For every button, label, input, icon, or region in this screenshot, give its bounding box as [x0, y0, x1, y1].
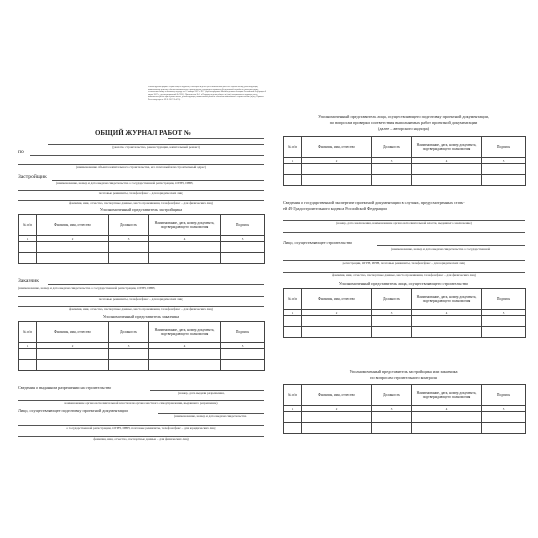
col-number: № п/п [19, 215, 37, 236]
customer-line-1 [48, 284, 264, 285]
builder-hint-3: фамилия, имя, отчество, паспортные данные, место проживания, телефон/факс – для физических лиц) [332, 273, 476, 277]
builder-line-1 [377, 245, 525, 246]
rep-builder-title: Уполномоченный представитель лица, осуществляющего строительство [338, 281, 469, 286]
rep-developer-table [18, 214, 265, 264]
object-prefix: по [18, 149, 24, 155]
rep-builder-table [283, 288, 526, 338]
rep-customer-title: Уполномоченный представитель заказчика [102, 314, 180, 319]
col-index-3: 3 [372, 310, 412, 316]
col-index-3: 3 [372, 406, 412, 412]
col-signature: Подпись [482, 137, 526, 158]
expertise-line-2 [283, 232, 525, 233]
rep-control-title-1: Уполномоченный представитель застройщика или заказчика [349, 369, 458, 374]
col-document: Наименование, дата, номер документа, подтверждающего полномочия [149, 215, 221, 236]
customer-hint-2: почтовые реквизиты, телефон/факс – для юридических лиц; [98, 297, 184, 301]
designer-hint-1: (наименование, номер и дата выдачи свидетельства [174, 414, 247, 418]
table-row[interactable] [284, 412, 526, 423]
rep-designer-title-1: Уполномоченный представитель лица, осуществляющего подготовку проектной документации, [318, 114, 489, 119]
col-number: № п/п [284, 289, 302, 310]
col-index-5: 5 [221, 236, 265, 242]
designer-label: Лицо, осуществляющее подготовку проектной документации [18, 408, 128, 413]
col-number: № п/п [19, 322, 37, 343]
table-row[interactable] [284, 327, 526, 338]
developer-hint-2: почтовые реквизиты, телефон/факс – для юридических лиц; [98, 191, 184, 195]
col-name: Фамилия, имя, отчество [37, 215, 109, 236]
table-row[interactable] [284, 316, 526, 327]
col-index-4: 4 [412, 310, 482, 316]
page-title: ОБЩИЙ ЖУРНАЛ РАБОТ № [94, 129, 191, 137]
legal-note-text: Рекомендуемая форма. Форма общего журнала, в котором ведется учет выполнения работ по строительству, реконструкции, капитальному ремонту объекта капитального строительства, утверждена приказом Федеральной службы по экологическому, технологическому и атомному надзору от 12 января 2007 г. № 7 (зарегистрирован Министерством юстиции Российской Федерации 6 марта 2007 г., регистрационный № 9051). Приложение № 1 к Порядку ведения общего и (или) специального журнала учета выполнения работ при строительстве, реконструкции, капитальном ремонте объектов капитального строительства (в ред. Приказа Ростехнадзора от 09.11.2017 № 470). [148, 86, 266, 101]
rep-developer-title: Уполномоченный представитель застройщика [99, 207, 183, 212]
col-index-4: 4 [412, 406, 482, 412]
col-signature: Подпись [482, 289, 526, 310]
col-index-1: 1 [284, 158, 302, 164]
col-index-3: 3 [372, 158, 412, 164]
col-index-4: 4 [149, 343, 221, 349]
col-index-1: 1 [19, 343, 37, 349]
col-name: Фамилия, имя, отчество [302, 385, 372, 406]
expertise-text-2: ей 49 Градостроительного кодекса Российской Федерации [283, 206, 387, 211]
designer-hint-3: фамилия, имя, отчество, паспортные данные – для физических лиц) [93, 437, 189, 441]
col-number: № п/п [284, 137, 302, 158]
col-position: Должность [372, 385, 412, 406]
work-type-hint: (указать: строительство, реконструкция, капитальный ремонт) [112, 145, 200, 149]
table-row[interactable] [19, 349, 265, 360]
col-position: Должность [109, 215, 149, 236]
col-document: Наименование, дата, номер документа, подтверждающего полномочия [412, 385, 482, 406]
col-number: № п/п [284, 385, 302, 406]
object-line-1 [30, 155, 264, 156]
col-index-4: 4 [149, 236, 221, 242]
legal-note [148, 86, 266, 108]
table-row[interactable] [19, 360, 265, 371]
rep-designer-table [283, 136, 526, 186]
col-signature: Подпись [221, 322, 265, 343]
developer-hint-3: фамилия, имя, отчество, паспортные данные, место проживания, телефон/факс – для физических лиц) [69, 201, 213, 205]
col-position: Должность [109, 322, 149, 343]
rep-customer-table [18, 321, 265, 371]
col-index-2: 2 [37, 343, 109, 349]
designer-hint-2: о государственной регистрации, ОГРН, ИНН, почтовые реквизиты, телефон/факс – для юридических лиц; [66, 426, 216, 430]
col-signature: Подпись [482, 385, 526, 406]
col-index-5: 5 [482, 406, 526, 412]
rep-control-title-2: по вопросам строительного контроля [370, 375, 437, 380]
col-index-5: 5 [482, 158, 526, 164]
table-row[interactable] [284, 164, 526, 175]
permit-label: Сведения о выданном разрешении на строительство [18, 385, 112, 390]
customer-label: Заказчик [18, 278, 40, 284]
table-row[interactable] [19, 242, 265, 253]
developer-hint-1: (наименование, номер и дата выдачи свидетельства о государственной регистрации, ОГРН, ИНН, [56, 181, 194, 185]
builder-hint-2: регистрации, ОГРН, ИНН, почтовые реквизиты, телефон/факс – для юридических лиц; [342, 261, 466, 265]
permit-hint-1: (номер, дата выдачи разрешения, [178, 391, 225, 395]
page-left [18, 82, 268, 462]
rep-control-table [283, 384, 526, 434]
col-index-2: 2 [302, 158, 372, 164]
col-index-3: 3 [109, 343, 149, 349]
col-position: Должность [372, 289, 412, 310]
journal-number-line [168, 138, 264, 139]
col-name: Фамилия, имя, отчество [302, 137, 372, 158]
col-index-1: 1 [284, 406, 302, 412]
builder-hint-1: (наименование, номер и дата выдачи свидетельства о государственной [391, 247, 491, 251]
col-signature: Подпись [221, 215, 265, 236]
permit-hint-2: наименование органа исполнительной власти или органа местного самоуправления, выдавшего разрешение) [64, 401, 218, 405]
table-row[interactable] [284, 175, 526, 186]
table-row[interactable] [284, 423, 526, 434]
object-hint: (наименование объекта капитального строительства, его почтовый или строительный адрес) [75, 165, 207, 169]
col-index-2: 2 [302, 310, 372, 316]
col-document: Наименование, дата, номер документа, подтверждающего полномочия [412, 137, 482, 158]
col-name: Фамилия, имя, отчество [37, 322, 109, 343]
col-index-1: 1 [284, 310, 302, 316]
col-name: Фамилия, имя, отчество [302, 289, 372, 310]
col-position: Должность [372, 137, 412, 158]
customer-hint-1: (наименование, номер и дата выдачи свидетельства о государственной регистрации, ОГРН, ИНН, [18, 286, 156, 290]
rep-designer-title-2: по вопросам проверки соответствия выполняемых работ проектной документации [329, 120, 478, 125]
col-index-1: 1 [19, 236, 37, 242]
builder-label: Лицо, осуществляющее строительство [283, 240, 353, 245]
table-row[interactable] [19, 253, 265, 264]
expertise-text-1: Сведения о государственной экспертизе проектной документации в случаях, предусмотренных стать- [283, 200, 465, 205]
col-document: Наименование, дата, номер документа, подтверждающего полномочия [149, 322, 221, 343]
col-index-2: 2 [302, 406, 372, 412]
col-document: Наименование, дата, номер документа, подтверждающего полномочия [412, 289, 482, 310]
expertise-hint: (номер, дата заключения, наименование органа исполнительной власти, выдавшего заключение) [336, 221, 472, 225]
rep-designer-title-3: (далее – авторского надзора) [378, 126, 429, 131]
col-index-5: 5 [221, 343, 265, 349]
col-index-4: 4 [412, 158, 482, 164]
page-right [281, 82, 526, 462]
customer-hint-3: фамилия, имя, отчество, паспортные данные, место проживания, телефон/факс – для физических лиц) [69, 307, 213, 311]
col-index-2: 2 [37, 236, 109, 242]
developer-label: Застройщик [18, 174, 47, 180]
col-index-3: 3 [109, 236, 149, 242]
col-index-5: 5 [482, 310, 526, 316]
